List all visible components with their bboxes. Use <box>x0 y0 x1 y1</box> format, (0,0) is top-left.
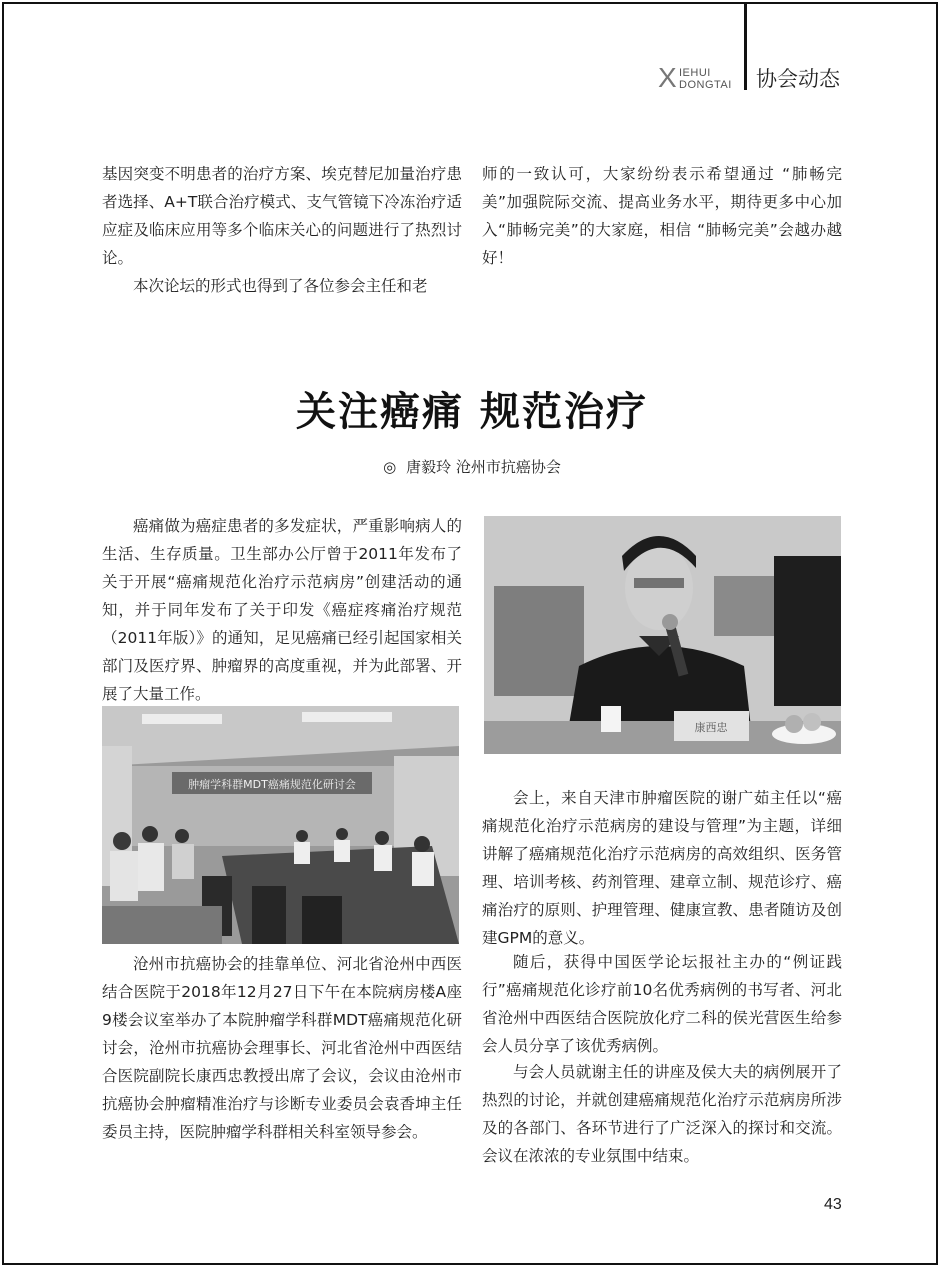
article-title: 关注癌痛 规范治疗 <box>296 388 648 435</box>
speaker-photo <box>484 516 841 754</box>
article-right-paragraph-1: 会上，来自天津市肿瘤医院的谢广茹主任以“癌痛规范化治疗示范病房的建设与管理”为主题，详细讲解了癌痛规范化治疗示范病房的高效组织、医务管理、培训考核、药剂管理、建章立制、规范诊疗、癌痛治疗的原则、护理管理、健康宣教、患者随访及创建GPM的意义。 <box>482 789 842 947</box>
top-left-paragraph-2: 本次论坛的形式也得到了各位参会主任和老 <box>133 277 428 295</box>
nameplate-text: 康西忠 <box>694 721 728 734</box>
article-left-paragraph-2: 沧州市抗癌协会的挂靠单位、河北省沧州中西医结合医院于2018年12月27日下午在本院病房楼A座9楼会议室举办了本院肿瘤学科群MDT癌痛规范化研讨会，沧州市抗癌协会理事长、河北省沧州中西医结合医院副院长康西忠教授出席了会议，会议由沧州市抗癌协会肿瘤精准治疗与诊断专业委员会袁香坤主任委员主持，医院肿瘤学科群相关科室领导参会。 <box>102 955 462 1141</box>
byline-mark: ◎ <box>383 458 397 476</box>
logo-line-2: DONGTAI <box>679 79 732 91</box>
article-right-paragraph-2: 随后，获得中国医学论坛报社主办的“例证践行”癌痛规范化诊疗前10名优秀病例的书写者、河北省沧州中西医结合医院放化疗二科的侯光营医生给参会人员分享了该优秀病例。 <box>482 953 842 1055</box>
byline-author: 唐毅玲 沧州市抗癌协会 <box>406 458 561 476</box>
banner-text: 肿瘤学科群MDT癌痛规范化研讨会 <box>188 778 356 791</box>
section-title: 协会动态 <box>756 67 840 91</box>
article-left-paragraph-1: 癌痛做为癌症患者的多发症状，严重影响病人的生活、生存质量。卫生部办公厅曾于2011年发布了关于开展“癌痛规范化治疗示范病房”创建活动的通知，并于同年发布了关于印发《癌症疼痛治疗规范（2011年版）》的通知，足见癌痛已经引起国家相关部门及医疗界、肿瘤界的高度重视，并为此部署、开展了大量工作。 <box>102 517 462 703</box>
magazine-page <box>2 2 938 1265</box>
top-left-paragraph-1: 基因突变不明患者的治疗方案、埃克替尼加量治疗患者选择、A+T联合治疗模式、支气管镜下冷冻治疗适应症及临床应用等多个临床关心的问题进行了热烈讨论。 <box>102 165 462 267</box>
logo-letter: X <box>658 62 677 93</box>
section-logo <box>658 62 740 94</box>
page-number: 43 <box>824 1196 842 1213</box>
top-right-paragraph-1: 师的一致认可，大家纷纷表示希望通过 “肺畅完美”加强院际交流、提高业务水平，期待更多中心加入“肺畅完美”的大家庭，相信 “肺畅完美”会越办越好！ <box>482 165 842 267</box>
logo-line-1: IEHUI <box>679 67 711 79</box>
meeting-room-photo <box>102 706 459 944</box>
article-byline <box>4 456 938 477</box>
article-right-paragraph-3: 与会人员就谢主任的讲座及侯大夫的病例展开了热烈的讨论，并就创建癌痛规范化治疗示范病房所涉及的各部门、各环节进行了广泛深入的探讨和交流。会议在浓浓的专业氛围中结束。 <box>482 1063 842 1165</box>
header-divider <box>744 4 747 90</box>
